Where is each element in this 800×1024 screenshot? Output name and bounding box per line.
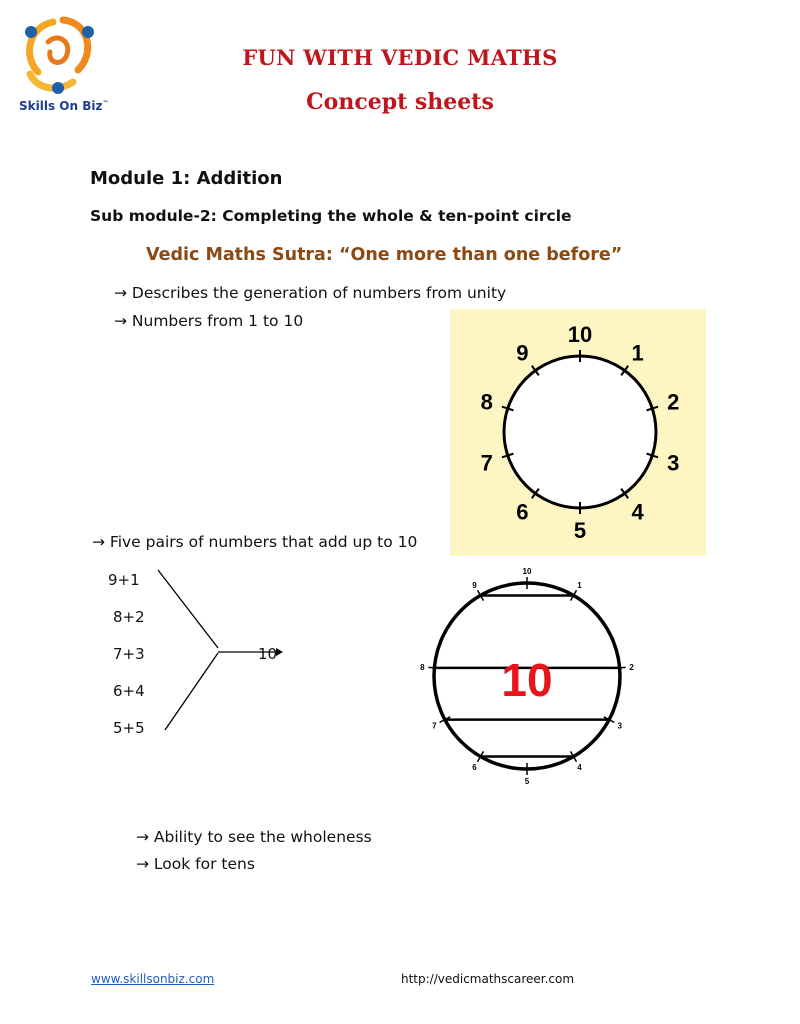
circle-number-label: 6: [516, 499, 529, 525]
circle-number-label: 10: [567, 322, 593, 347]
ten-point-circle-figure: [450, 309, 706, 556]
pairs-circle-center-text: 10: [501, 654, 553, 706]
footer-website-link[interactable]: www.skillsonbiz.com: [91, 972, 215, 986]
logo-text: Skills On Biz™: [19, 99, 109, 113]
circle-number-label: 9: [472, 581, 477, 591]
circle-number-label: 7: [480, 450, 493, 476]
circle-number-label: 1: [577, 581, 582, 591]
bullet-describes: → Describes the generation of numbers from unity: [114, 284, 507, 302]
pair-item: 8+2: [113, 608, 145, 626]
circle-number-label: 4: [577, 762, 582, 772]
pairs-circle-diagram: [415, 567, 640, 786]
circle-number-label: 3: [617, 721, 622, 731]
pair-item: 6+4: [113, 682, 145, 700]
circle-number-label: 1: [631, 340, 644, 366]
page-subtitle: Concept sheets: [306, 89, 494, 115]
bullet-wholeness: → Ability to see the wholeness: [136, 828, 372, 846]
module-title: Module 1: Addition: [90, 168, 283, 189]
circle-tick: [614, 667, 626, 668]
bullet-five-pairs: → Five pairs of numbers that add up to 10: [92, 533, 418, 551]
page-title: FUN WITH VEDIC MATHS: [242, 45, 558, 70]
footer-url: http://vedicmathscareer.com: [401, 972, 575, 986]
bullet-look-for-tens: → Look for tens: [136, 855, 255, 873]
pair-item: 7+3: [113, 645, 145, 663]
bullet-numbers: → Numbers from 1 to 10: [114, 312, 304, 330]
submodule-title: Sub module-2: Completing the whole & ten-point circle: [90, 207, 572, 225]
circle-number-label: 2: [629, 662, 634, 672]
ten-point-circle-diagram: [450, 309, 706, 556]
circle-number-label: 7: [432, 721, 437, 731]
circle-number-label: 10: [522, 567, 532, 576]
circle-number-label: 5: [573, 518, 587, 543]
pair-item: 5+5: [113, 719, 145, 737]
pair-item: 9+1: [108, 571, 140, 589]
circle-number-label: 4: [631, 499, 644, 525]
circle-number-label: 9: [516, 340, 529, 366]
circle-number-label: 8: [480, 389, 493, 415]
pairs-result: 10: [258, 645, 278, 663]
circle-number-label: 5: [524, 777, 530, 786]
sutra-heading: Vedic Maths Sutra: “One more than one before”: [146, 245, 623, 265]
circle-tick: [428, 667, 440, 668]
circle-number-label: 2: [667, 389, 680, 415]
circle-number-label: 8: [420, 662, 425, 672]
circle-number-label: 3: [667, 450, 680, 476]
circle-number-label: 6: [472, 762, 477, 772]
